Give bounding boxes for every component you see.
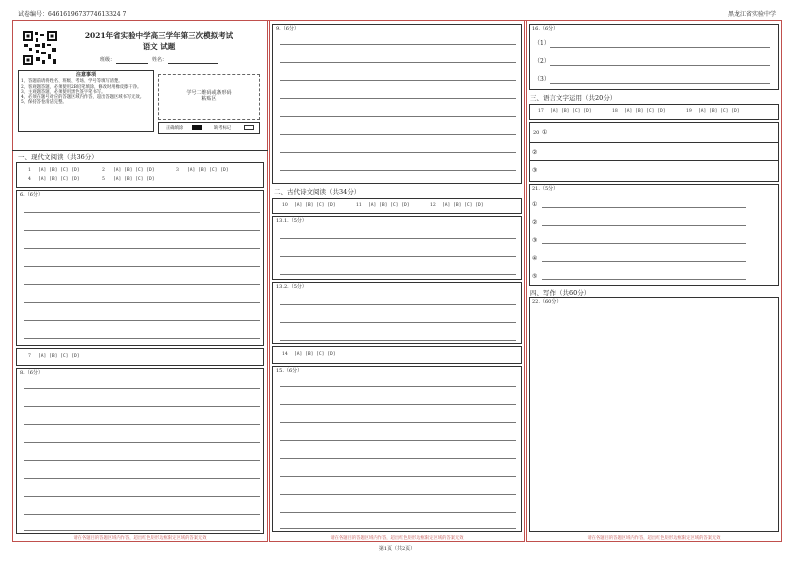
notice-1: 1、答题前请将姓名、班级、考场、学号等填写清楚。: [21, 79, 123, 84]
notice-5: 5、保持答卷清洁完整。: [21, 100, 67, 105]
q15-label: 15.（6分）: [276, 368, 303, 374]
barcode-area: [158, 74, 260, 120]
mc-q18-num: 18: [612, 109, 618, 114]
school-name: 黑龙江省实验中学: [727, 11, 776, 18]
mc-q14-num: 14: [282, 352, 288, 357]
q13-1-label: 13.1.（5分）: [276, 218, 307, 224]
q21-item-1: ①: [532, 201, 538, 208]
q21-item-2: ②: [532, 219, 538, 226]
exam-title: 2021年省实验中学高三学年第三次模拟考试: [84, 31, 234, 40]
section-2-title: 二、古代诗文阅读（共34分）: [274, 188, 361, 196]
q6-label: 6.（6分）: [20, 192, 43, 198]
q16-item-2: （2）: [534, 58, 550, 65]
q22-label: 22.（60分）: [532, 299, 562, 305]
q13-2-label: 13.2.（5分）: [276, 284, 307, 290]
class-field[interactable]: [116, 63, 148, 64]
q9-label: 9.（6分）: [276, 26, 299, 32]
correct-fill-label: 正确填涂: [166, 126, 184, 131]
q15-answer-area[interactable]: [272, 366, 522, 532]
mc-q1-num: 1: [28, 168, 31, 173]
col1-footer-note: 请在各题目的答题区域内作答，超出红色矩形边框限定区域的答案无效: [73, 536, 207, 541]
mc-q1-options[interactable]: [A] [B] [C] [D]: [38, 168, 80, 173]
missing-mark-checkbox[interactable]: [244, 125, 254, 130]
section-3-title: 三、语言文字运用（共20分）: [530, 94, 617, 102]
mc-q5-num: 5: [102, 177, 105, 182]
mc-q17-options[interactable]: [A] [B] [C] [D]: [550, 109, 592, 114]
q13-2-answer-area[interactable]: [272, 282, 522, 344]
q6-answer-area[interactable]: [16, 190, 264, 346]
mc-q19-options[interactable]: [A] [B] [C] [D]: [698, 109, 740, 114]
q21-item-4: ④: [532, 255, 538, 262]
mc-q17-num: 17: [538, 109, 544, 114]
q21-answer-area[interactable]: [529, 184, 779, 286]
mc-q18-options[interactable]: [A] [B] [C] [D]: [624, 109, 666, 114]
q20-label: 20: [533, 130, 540, 136]
q16-answer-area[interactable]: [529, 24, 779, 90]
missing-mark-label: 缺考标记: [214, 126, 232, 131]
mc-block-1-5: [16, 162, 264, 188]
page-number: 第1页（共2页）: [378, 546, 416, 552]
notice-4: 4、必须在题号对应的答题区域内作答，超出答题区域书写无效。: [21, 95, 145, 100]
notice-3: 3、主观题答题，必须使用黑色签字笔书写。: [21, 90, 106, 95]
mc-q4-options[interactable]: [A] [B] [C] [D]: [38, 177, 80, 182]
col2-footer-note: 请在各题目的答题区域内作答，超出红色矩形边框限定区域的答案无效: [330, 536, 464, 541]
q9-answer-area[interactable]: [272, 24, 522, 184]
section-1-divider: [12, 150, 268, 151]
qr-code-icon: [22, 30, 58, 66]
section-1-title: 一、现代文阅读（共36分）: [18, 153, 98, 161]
mc-q3-options[interactable]: [A] [B] [C] [D]: [187, 168, 229, 173]
q20-item-1: ①: [542, 129, 548, 136]
mc-q11-num: 11: [356, 203, 362, 208]
notice-box: [18, 70, 154, 132]
class-label: 班级：: [100, 57, 116, 63]
q20-item-3: ③: [532, 167, 538, 174]
q16-item-3: （3）: [534, 76, 550, 83]
mc-q14-options[interactable]: [A] [B] [C] [D]: [294, 352, 336, 357]
name-label: 姓名：: [152, 57, 168, 63]
correct-fill-mark: [192, 125, 202, 130]
mc-q2-options[interactable]: [A] [B] [C] [D]: [113, 168, 155, 173]
q16-label: 16.（6分）: [532, 26, 559, 32]
q21-label: 21.（5分）: [532, 186, 559, 192]
q20-answer-area[interactable]: [529, 122, 779, 182]
q21-item-3: ③: [532, 237, 538, 244]
mc-q7-num: 7: [28, 354, 31, 359]
mc-q10-num: 10: [282, 203, 288, 208]
mc-q7-options[interactable]: [A] [B] [C] [D]: [38, 354, 80, 359]
mc-q11-options[interactable]: [A] [B] [C] [D]: [368, 203, 410, 208]
mc-q12-options[interactable]: [A] [B] [C] [D]: [442, 203, 484, 208]
mc-q2-num: 2: [102, 168, 105, 173]
q16-item-1: （1）: [534, 40, 550, 47]
barcode-label-1: 学号二维码或条形码: [186, 90, 232, 96]
notice-2: 2、客观题答题，必须使用2B铅笔填涂，修改时用橡皮擦干净。: [21, 85, 142, 90]
mc-q5-options[interactable]: [A] [B] [C] [D]: [113, 177, 155, 182]
q22-essay-area[interactable]: [529, 297, 779, 532]
q8-answer-area[interactable]: [16, 368, 264, 534]
mc-q4-num: 4: [28, 177, 31, 182]
q8-label: 8.（6分）: [20, 370, 43, 376]
mc-q10-options[interactable]: [A] [B] [C] [D]: [294, 203, 336, 208]
mc-q3-num: 3: [176, 168, 179, 173]
q13-1-answer-area[interactable]: [272, 216, 522, 280]
q21-item-5: ⑤: [532, 273, 538, 280]
col3-footer-note: 请在各题目的答题区域内作答，超出红色矩形边框限定区域的答案无效: [587, 536, 721, 541]
q20-item-2: ②: [532, 149, 538, 156]
exam-number: 试卷编号：6461619673774613324 7: [18, 11, 127, 18]
mc-q19-num: 19: [686, 109, 692, 114]
section-4-title: 四、写作（共60分）: [530, 289, 591, 297]
notice-title: 注意事项: [75, 72, 96, 78]
mc-q12-num: 12: [430, 203, 436, 208]
name-field[interactable]: [168, 63, 218, 64]
barcode-label-2: 粘贴区: [201, 96, 217, 102]
exam-subtitle: 语文 试题: [142, 42, 176, 51]
